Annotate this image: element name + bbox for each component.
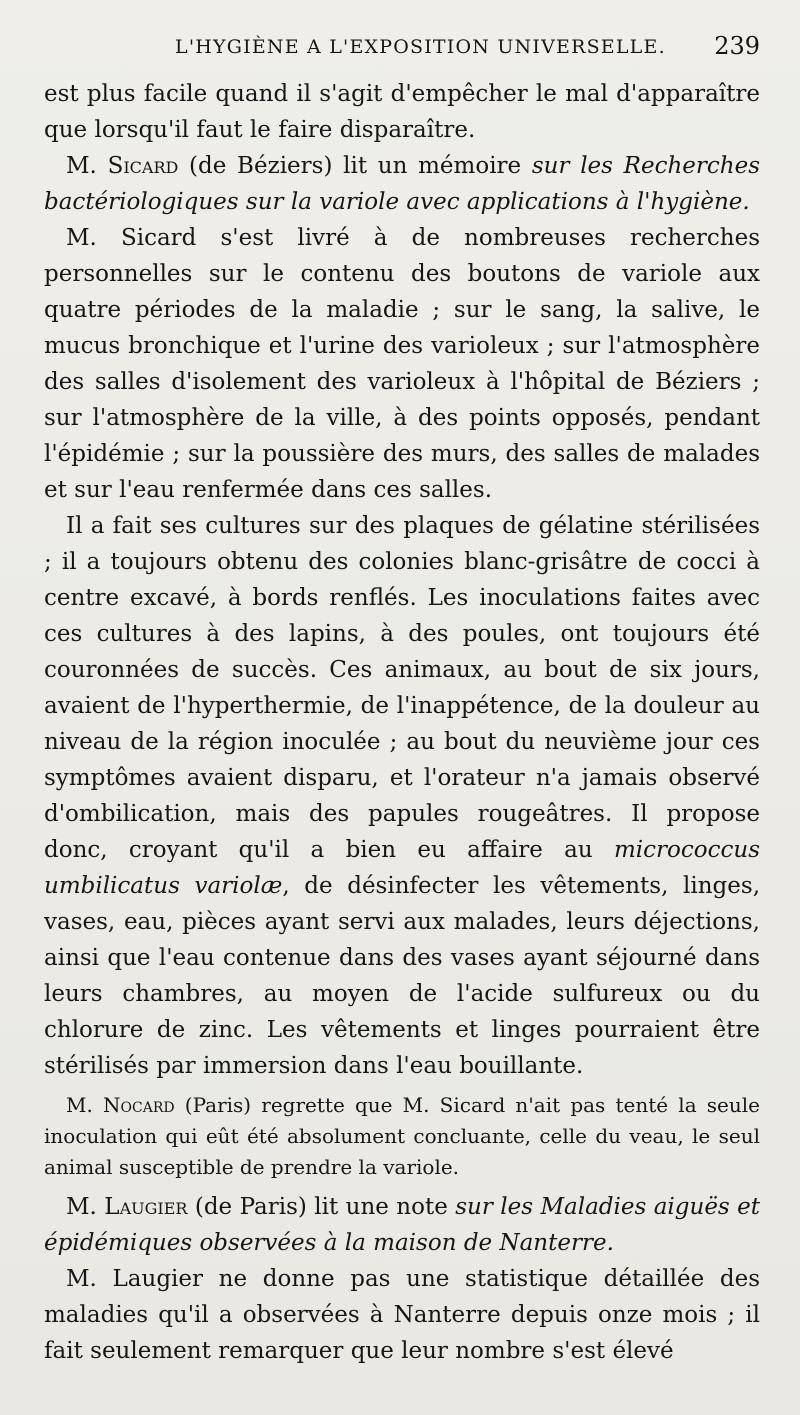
paragraph-continuation <box>44 76 760 148</box>
paragraph-sicard-research <box>44 220 760 508</box>
running-title: L'HYGIÈNE A L'EXPOSITION UNIVERSELLE. <box>175 36 666 58</box>
speaker-name: Sicard <box>107 153 179 179</box>
paragraph-cultures <box>44 508 760 1084</box>
page-header <box>50 30 760 64</box>
speaker-name: Laugier <box>104 1194 188 1220</box>
page-number: 239 <box>714 32 760 60</box>
speaker-title: M. <box>66 1194 97 1220</box>
paragraph-text: M. Sicard s'est livré à de nombreuses recherches personnelles sur le contenu des boutons de variole aux quatre périodes de la maladie ; sur le sang, la salive, le mucus bronchique et l'urine des varioleux ; sur l'atmosphère des salles d'isolement des varioleux à l'hôpital de Béziers ; sur l'atmosphère de la ville, à des points opposés, pendant l'épidémie ; sur la poussière des murs, des salles de malades et sur l'eau renfermée dans ces salles. <box>44 225 760 503</box>
species-name: micrococcus umbilicatus variolæ <box>44 837 760 899</box>
speaker-title: M. <box>66 1093 93 1117</box>
paragraph-sicard-title <box>44 148 760 220</box>
memoir-title: sur les Recherches bactériologiques sur la variole avec applications à l'hygiène. <box>44 153 761 215</box>
body-text <box>44 76 760 1369</box>
speaker-title: M. <box>66 153 97 179</box>
paragraph-text: (de Béziers) lit un mémoire <box>178 153 532 179</box>
paragraph-laugier-report <box>44 1261 760 1369</box>
paragraph-text: (de Paris) lit une note <box>187 1194 456 1220</box>
paragraph-text-b: , de désinfecter les vêtements, linges, vases, eau, pièces ayant servi aux malades, leurs déjections, ainsi que l'eau contenue dans des vases ayant séjourné dans leurs chambres, au moyen de l'acide sulfureux ou du chlorure de zinc. Les vêtements et linges pourraient être stérilisés par immersion dans l'eau bouillante. <box>44 873 760 1079</box>
paragraph-text: est plus facile quand il s'agit d'empêcher le mal d'apparaître que lorsqu'il faut le faire disparaître. <box>44 81 760 143</box>
paragraph-text: (Paris) regrette que M. Sicard n'ait pas tenté la seule inoculation qui eût été absolument concluante, celle du veau, le seul animal susceptible de prendre la variole. <box>44 1093 761 1179</box>
speaker-name: Nocard <box>103 1093 175 1117</box>
paragraph-laugier-title <box>44 1189 760 1261</box>
paragraph-nocard <box>44 1090 760 1183</box>
note-title: sur les Maladies aiguës et épidémiques observées à la maison de Nanterre. <box>44 1194 760 1256</box>
paragraph-text: M. Laugier ne donne pas une statistique détaillée des maladies qu'il a observées à Nanterre depuis onze mois ; il fait seulement remarquer que leur nombre s'est élevé <box>44 1266 760 1364</box>
paragraph-text-a: Il a fait ses cultures sur des plaques de gélatine stérilisées ; il a toujours obtenu des colonies blanc-grisâtre de cocci à centre excavé, à bords renflés. Les inoculations faites avec ces cultures à des lapins, à des poules, ont toujours été couronnées de succès. Ces animaux, au bout de six jours, avaient de l'hyperthermie, de l'inappétence, de la douleur au niveau de la région inoculée ; au bout du neuvième jour ces symptômes avaient disparu, et l'orateur n'a jamais observé d'ombilication, mais des papules rougeâtres. Il propose donc, croyant qu'il a bien eu affaire au <box>44 513 760 863</box>
